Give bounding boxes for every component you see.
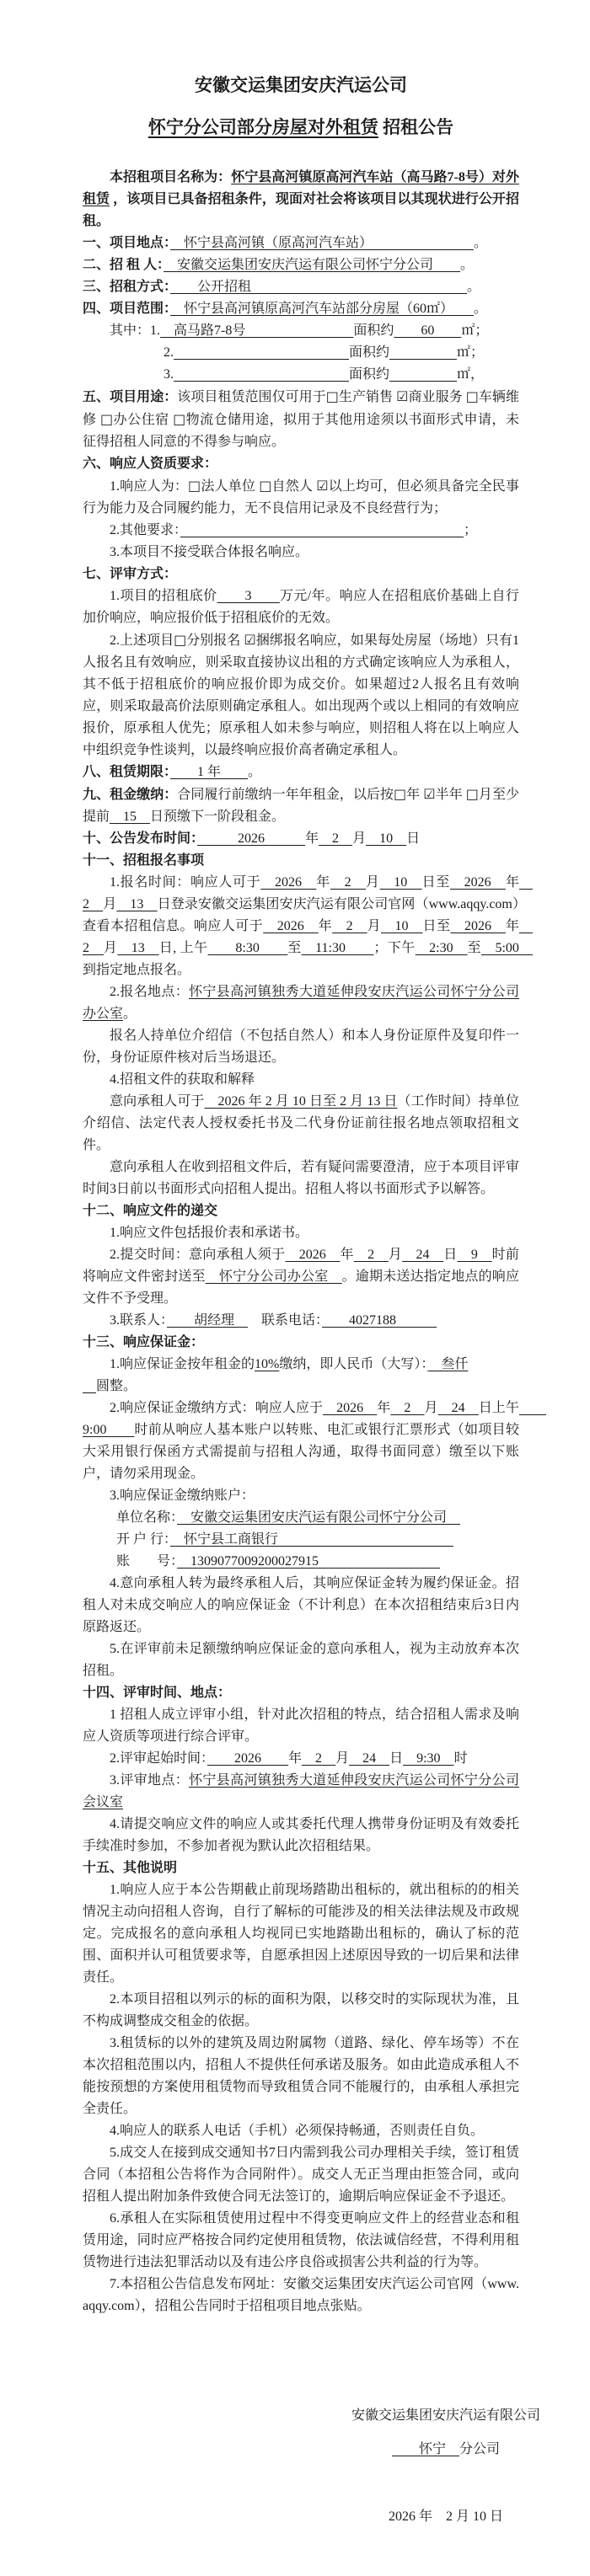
fill-in-blank: 高马路7-8号 — [160, 323, 354, 338]
text-run: 单位名称： — [116, 1510, 178, 1525]
text-run: 分别报名 — [186, 633, 244, 648]
text-run: 月至少提前 — [83, 788, 519, 824]
text-run: 五、项目用途： — [83, 390, 178, 404]
text-run: 意向承租人可于 — [110, 1094, 205, 1109]
text-run: 日至 — [421, 875, 450, 890]
checkbox-checked-icon: ☑ — [423, 786, 436, 802]
text-run: 七、评审方式： — [83, 567, 178, 581]
fill-in-blank: 2026 — [285, 1248, 341, 1262]
text-run: 。 — [460, 258, 475, 272]
fill-in-blank: 8:30 — [207, 941, 288, 955]
text-run: 2.其他要求： — [110, 523, 181, 537]
text-run: 日 — [443, 1248, 458, 1262]
text-run: 2.评审起始时间： — [110, 1751, 208, 1766]
title-underlined-part: 怀宁分公司部分房屋对外租赁 — [148, 117, 378, 137]
fill-in-blank: 13 — [117, 941, 159, 955]
text-run: 日预缴下一阶段租金。 — [150, 810, 286, 824]
fill-in-blank: 公开招租 — [170, 280, 468, 294]
section-3-method — [83, 276, 519, 298]
text-run: 十二、响应文件的递交 — [83, 1204, 218, 1218]
fill-in-blank: 2 — [390, 1401, 425, 1415]
deposit-item-5 — [83, 1638, 519, 1682]
text-run: 日, 上午 — [158, 941, 208, 955]
review-time-item-4 — [83, 1814, 519, 1857]
text-run: 该项目租赁范围仅可用于 — [177, 390, 326, 404]
other-item-7 — [83, 2274, 519, 2317]
text-run: 时前将响应文件密封送至 — [83, 1248, 519, 1284]
fill-in-blank: 3 — [217, 589, 280, 603]
scope-item-1 — [83, 320, 519, 342]
text-run: 2.本项目招租以列示的标的面积为限，以移交时的实际现状为准，且不构成调整成交租金的依据。 — [83, 1992, 519, 2028]
fill-in-blank: 怀宁县高河镇独秀大道延伸段安庆汽运公司怀宁分公司会议室 — [83, 1773, 519, 1809]
fill-in-blank: 2026 — [263, 919, 319, 933]
section-9-rent-payment — [83, 783, 519, 828]
section-11-registration — [83, 850, 519, 872]
text-run: 捆绑报名响应，如果每处房屋（场地）只有1人报名且有效响应，则采取直接协议出租的方式确定该响应人为承租人，其不低于招租底价的响应报价即为成交价。如果超过2人报名且有效响应，则采取最高价法原则确定承租人。如出现两个或以上相同的有效响应报价，原承租人优先；原承租人如未参与响应，则招租人将在以上响应人中组织竞争性谈判，以最终响应报价高者确定承租人。 — [83, 633, 519, 757]
fill-in-blank: 怀宁县工商银行 — [170, 1532, 454, 1547]
text-run: 1.响应人为： — [110, 479, 189, 494]
text-run: 4.响应人的联系人电话（手机）必须保持畅通，否则责任自负。 — [110, 2124, 485, 2138]
text-run: 1.项目的招租底价 — [110, 589, 217, 603]
review-time-item-1 — [83, 1704, 519, 1748]
text-run: 2.上述项目 — [110, 633, 174, 648]
deposit-item-3 — [83, 1485, 519, 1507]
fill-in-blank: 2026 — [260, 875, 317, 890]
other-item-2 — [83, 1989, 519, 2033]
account-number — [83, 1551, 519, 1573]
other-item-5 — [83, 2142, 519, 2208]
text-run: 至 — [467, 941, 481, 955]
registration-note — [83, 1025, 519, 1069]
fill-in-blank: 2 — [83, 919, 533, 955]
text-run: 十三、响应保证金： — [83, 1335, 205, 1349]
deposit-item-4 — [83, 1573, 519, 1638]
text-run: 。 — [474, 236, 488, 250]
section-8-lease-term — [83, 762, 519, 783]
fill-in-blank — [174, 345, 349, 360]
text-run: 商业服务 — [408, 390, 466, 404]
section-7-review-method — [83, 564, 519, 585]
text-run: 以上均可，但必须具备完全民事行为能力及合同履约能力，无不良信用记录及不良经营行为； — [83, 479, 519, 516]
text-run: 至 — [287, 941, 302, 955]
fill-in-blank: 2:30 — [415, 941, 468, 955]
fill-in-blank: 2026 年 2 月 10 日至 2 月 13 日 — [204, 1094, 398, 1109]
text-run: 月 — [367, 919, 382, 933]
fill-in-blank: 10 — [366, 831, 407, 846]
text-run: 合同履行前缴纳一年年租金，以后按 — [177, 788, 394, 802]
text-run: ㎡； — [457, 345, 485, 360]
text-run: 十、公告发布时间： — [83, 831, 198, 846]
text-run: 自然人 — [271, 479, 317, 494]
registration-item-1 — [83, 872, 533, 981]
document-clarification — [83, 1157, 519, 1200]
text-run: 。 — [474, 302, 488, 316]
text-run: 缴纳，即人民币（大写）： — [279, 1357, 428, 1371]
section-5-usage — [83, 386, 519, 453]
checkbox-checked-icon: ☑ — [396, 388, 409, 404]
deposit-item-2 — [83, 1398, 546, 1485]
document-title-line1: 安徽交运集团安庆汽运公司 — [195, 75, 407, 95]
text-run: 7.本招租公告信息发布网址：安徽交运集团安庆汽运公司官网（www.aqqy.com），招租公告同时于招租项目地点张贴。 — [83, 2277, 519, 2313]
text-run: 万元/年。响应人在招租底价基础上自行加价响应，响应报价低于招租底价的无效。 — [83, 589, 519, 625]
fill-in-blank: 11:30 — [301, 941, 374, 955]
text-run: 年 — [505, 919, 519, 933]
fill-in-blank: 2 — [332, 919, 367, 933]
text-run: 本招租项目名称为： — [110, 170, 232, 184]
text-run: 面积约 — [349, 345, 390, 360]
review-item-1 — [83, 585, 519, 629]
checkbox-unchecked-icon: □ — [188, 478, 201, 494]
deposit-item-1-cont — [83, 1376, 519, 1398]
fill-in-blank — [174, 367, 349, 382]
text-run: 年 — [377, 1401, 391, 1415]
checkbox-unchecked-icon: □ — [325, 388, 339, 404]
text-run: 生产销售 — [338, 390, 397, 404]
fill-in-blank: 10 — [379, 875, 422, 890]
fill-in-blank: 2026 — [197, 831, 306, 846]
fill-in-blank: 怀宁分公司办公室 — [205, 1269, 342, 1284]
checkbox-unchecked-icon: □ — [465, 388, 479, 404]
text-run: 面积约 — [353, 323, 394, 338]
signature-branch-rest: 分公司 — [459, 2442, 501, 2456]
text-run: 到指定地点报名。 — [83, 963, 191, 977]
fill-in-blank: 24 — [437, 1401, 479, 1415]
fill-in-blank — [83, 1379, 96, 1393]
text-run: 年 — [505, 875, 519, 890]
checkbox-checked-icon: ☑ — [316, 478, 329, 494]
document-body — [83, 167, 546, 2317]
text-run: 3.租赁标的以外的建筑及周边附属物（道路、绿化、停车场等）不在本次招租范围以内，招租人不提供任何承诺及服务。如由此造成承租人不能按预想的方案使用租赁物而导致租赁合同不能履行的，由承租人承担完全责任。 — [83, 2036, 519, 2116]
text-run: 日 — [406, 831, 421, 846]
text-run: 月 — [103, 941, 118, 955]
text-run: 5.成交人在接到成交通知书7日内需到我公司办理相关手续，签订租赁合同（本招租公告将作为合同附件）。成交人无正当理由拒签合同，或向招租人提出附加条件致使合同无法签订的，逾期后响应保证金不予退还。 — [83, 2146, 519, 2204]
text-run: 月 — [388, 1248, 403, 1262]
document-title-line2 — [83, 115, 519, 140]
text-run: 十四、评审时间、地点： — [83, 1686, 232, 1700]
text-run: 二、招 租 人： — [83, 258, 164, 272]
fill-in-blank: 5:00 — [481, 941, 533, 955]
fill-in-blank: 9:00 — [83, 1401, 546, 1437]
fill-in-blank — [389, 345, 457, 360]
text-run: 时 — [453, 1751, 468, 1766]
text-run: 一、项目地点： — [83, 236, 171, 250]
text-run: 联系电话： — [248, 1313, 323, 1328]
qualification-item-1 — [83, 475, 519, 520]
fill-in-blank: 2026 — [323, 1401, 378, 1415]
text-run: 1.响应保证金按年租金的 — [110, 1357, 255, 1371]
fill-in-blank: 24 — [402, 1248, 444, 1262]
section-10-announce-date — [83, 828, 519, 850]
section-1-location — [83, 232, 519, 254]
text-run: 4.招租文件的获取和解释 — [110, 1072, 255, 1087]
fill-in-blank — [389, 367, 457, 382]
intro-paragraph — [83, 167, 519, 232]
text-run: 年 — [318, 919, 333, 933]
checkbox-unchecked-icon: □ — [259, 478, 272, 494]
section-12-submission — [83, 1200, 519, 1222]
fill-in-blank: 60 — [394, 323, 462, 338]
checkbox-unchecked-icon: □ — [465, 786, 479, 802]
registration-item-2 — [83, 981, 519, 1025]
text-run: 2.报名地点： — [110, 985, 190, 999]
checkbox-unchecked-icon: □ — [99, 411, 114, 427]
text-run: 。 — [467, 280, 481, 294]
fill-in-blank: 24 — [349, 1751, 390, 1766]
account-name — [83, 1507, 519, 1529]
text-run: 1.响应文件包括报价表和承诺书。 — [110, 1226, 309, 1240]
fill-in-blank: 叁仟 — [427, 1357, 469, 1371]
text-run: 日上午 — [478, 1401, 519, 1415]
text-run: 日至 — [422, 919, 451, 933]
submission-item-3-contact — [83, 1310, 519, 1332]
text-run: 八、租赁期限： — [83, 765, 171, 779]
text-run: 1 招租人成立评审小组，针对此次招租的特点，结合招租人需求及响应人资质等项进行综合评审。 — [83, 1708, 519, 1744]
text-run: 3. — [164, 367, 174, 382]
fill-in-blank — [180, 523, 464, 537]
text-run: 。 — [123, 1007, 137, 1021]
section-15-other — [83, 1857, 519, 1879]
qualification-item-3 — [83, 542, 519, 564]
scope-item-3 — [83, 364, 519, 386]
signature-company: 安徽交运集团安庆汽运有限公司 — [351, 2408, 540, 2423]
other-item-4 — [83, 2120, 519, 2142]
other-item-6 — [83, 2208, 519, 2274]
text-run: 年 — [288, 1751, 303, 1766]
text-run: 3.评审地点： — [110, 1773, 190, 1788]
text-run: 1.响应人应于本公告期截止前现场踏勘出租标的，就出租标的的相关情况主动向招租人咨询，自行了解标的可能涉及的相关法律法规及市政规定。完成报名的意向承租人均视同已实地踏勘出租标的，确认了标的范围、面积并认可租赁要求等，自愿承担因上述原因导致的一切后果和法律责任。 — [83, 1883, 519, 1985]
fill-in-blank: 胡经理 — [167, 1313, 249, 1328]
fill-in-blank: 15 — [110, 810, 151, 824]
text-run: 2.响应保证金缴纳方式：响应人应于 — [110, 1401, 324, 1415]
fill-in-blank: 9 — [457, 1248, 492, 1262]
text-run: 3.本项目不接受联合体报名响应。 — [110, 545, 309, 559]
fill-in-blank: 2026 — [207, 1751, 289, 1766]
fill-in-blank: 怀宁县高河镇原高河汽车站（高马路7-8号）对外租赁 — [83, 170, 519, 206]
fill-in-blank: 2026 — [450, 919, 506, 933]
text-run: 车辆维修 — [83, 390, 519, 427]
text-run: （工作时间）持单位介绍信、法定代表人授权委托书及二代身份证前往报名地点领取招租文件。 — [83, 1094, 519, 1152]
fill-in-blank: 2026 — [449, 875, 506, 890]
signature-date: 2026 年 2 月 10 日 — [388, 2509, 503, 2524]
submission-item-2 — [83, 1244, 519, 1310]
text-run: 3.响应保证金缴纳账户： — [110, 1488, 255, 1503]
checkbox-unchecked-icon: □ — [173, 411, 186, 427]
text-run: 九、租金缴纳： — [83, 788, 178, 802]
text-run: ㎡， — [457, 367, 485, 382]
text-run: 月 — [365, 875, 380, 890]
signature-branch — [332, 2439, 560, 2461]
text-run: 六、响应人资质要求： — [83, 457, 218, 471]
deposit-item-1 — [83, 1354, 519, 1376]
account-bank — [83, 1529, 519, 1551]
signature-branch-underline: 怀宁 — [391, 2442, 459, 2456]
text-run: 圆整。 — [96, 1379, 137, 1393]
text-run: 其中：1. — [110, 323, 161, 338]
text-run: 面积约 — [349, 367, 390, 382]
fill-in-blank: 2 — [319, 831, 353, 846]
fill-in-blank: 4027188 — [322, 1313, 437, 1328]
fill-in-blank: 怀宁县高河镇独秀大道延伸段安庆汽运公司怀宁分公司办公室 — [83, 985, 519, 1021]
text-run: 日 — [389, 1751, 404, 1766]
document-pickup — [83, 1091, 519, 1157]
text-run: ，该项目已具备招租条件，现面对社会将该项目以其现状进行公开招租。 — [83, 192, 519, 228]
text-run: 月 — [335, 1751, 350, 1766]
text-run: 时前从响应人基本账户以转账、电汇或银行汇票形式（如项目较大采用银行保函方式需提前与招租人沟通，取得书面同意）缴至以下账户，请勿采用现金。 — [83, 1423, 519, 1481]
other-item-3 — [83, 2033, 519, 2120]
submission-item-1 — [83, 1222, 519, 1244]
text-run: 年 — [406, 788, 424, 802]
text-run: 办公住宿 — [113, 413, 174, 427]
text-run: 物流仓储用途，拟用于其他用途须以书面形式申请，未征得招租人同意的不得参与响应。 — [83, 413, 519, 449]
text-run: 6.承租人在实际租赁使用过程中不得变更响应文件上的经营业态和租赁用途，同时应严格按合同约定使用租赁物，依法诚信经营，不得利用租赁物进行违法犯罪活动以及有违公序良俗或损害公共利益的行为等。 — [83, 2211, 519, 2269]
fill-in-blank: 2 — [302, 1751, 336, 1766]
other-item-1 — [83, 1879, 519, 1989]
text-run: 年 — [316, 875, 330, 890]
text-run: 年 — [305, 831, 319, 846]
fill-in-blank: 安徽交运集团安庆汽运有限公司怀宁分公司 — [164, 258, 461, 272]
text-run: ㎡； — [461, 323, 489, 338]
text-run: 年 — [340, 1248, 354, 1262]
section-6-qualifications — [83, 453, 519, 475]
text-run: 十一、招租报名事项 — [83, 853, 205, 868]
text-run: 开 户 行： — [116, 1532, 171, 1547]
fill-in-blank: 10% — [255, 1357, 280, 1371]
review-time-item-3 — [83, 1770, 519, 1814]
text-run: 账 号： — [116, 1554, 178, 1569]
fill-in-blank: 2 — [83, 875, 533, 911]
fill-in-blank: 13 — [116, 897, 158, 911]
signature-block — [332, 2405, 560, 2528]
fill-in-blank: 1 年 — [170, 765, 249, 779]
section-4-scope — [83, 298, 519, 320]
text-run: 3.联系人： — [110, 1313, 168, 1328]
section-14-review-time — [83, 1682, 519, 1704]
text-run: 4.请提交响应文件的响应人或其委托代理人携带身份证明及有效委托手续准时参加，不参加者视为默认此次招租结果。 — [83, 1817, 519, 1853]
qualification-item-2 — [83, 520, 519, 542]
checkbox-unchecked-icon: □ — [393, 786, 407, 802]
review-time-item-2 — [83, 1748, 519, 1770]
section-2-lessor — [83, 254, 519, 276]
text-run: 三、招租方式： — [83, 280, 171, 294]
text-run: 月 — [352, 831, 367, 846]
text-run: 法人单位 — [201, 479, 260, 494]
checkbox-unchecked-icon: □ — [174, 632, 187, 648]
fill-in-blank: 怀宁县高河镇（原高河汽车站） — [170, 236, 475, 250]
registration-item-4 — [83, 1069, 519, 1091]
text-run: 5.在评审前未足额缴纳响应保证金的意向承租人，视为主动放弃本次招租。 — [83, 1642, 519, 1678]
text-run: 十五、其他说明 — [83, 1861, 178, 1875]
text-run: 4.意向承租人转为最终承租人后，其响应保证金转为履约保证金。招租人对未成交响应人的响应保证金（不计利息）在本次招租结束后3日内原路返还。 — [83, 1576, 519, 1634]
text-run: 意向承租人在收到招租文件后，若有疑问需要澄清，应于本项目评审时间3日前以书面形式向招租人提出。招租人将以书面形式予以解答。 — [83, 1160, 519, 1196]
text-run: 四、项目范围： — [83, 302, 171, 316]
text-run: 2. — [164, 345, 174, 360]
text-run: 2.提交时间：意向承租人须于 — [110, 1248, 286, 1262]
checkbox-checked-icon: ☑ — [244, 632, 256, 648]
text-run: 。 — [248, 765, 262, 779]
text-run: 。逾期未送达指定地点的响应文件不予受理。 — [83, 1269, 519, 1306]
fill-in-blank: 怀宁县高河镇原高河汽车站部分房屋（60㎡） — [170, 302, 475, 316]
fill-in-blank: 10 — [381, 919, 423, 933]
text-run: 1.报名时间：响应人可于 — [110, 875, 261, 890]
title-rest-part: 招租公告 — [378, 117, 454, 137]
section-13-deposit — [83, 1332, 519, 1354]
fill-in-blank: 1309077009200027915 — [177, 1554, 441, 1569]
fill-in-blank: 9:30 — [403, 1751, 454, 1766]
fill-in-blank: 2 — [353, 1248, 389, 1262]
text-run: 月 — [424, 1401, 438, 1415]
text-run: 报名人持单位介绍信（不包括自然人）和本人身份证原件及复印件一份，身份证原件核对后当场退还。 — [83, 1029, 519, 1065]
scope-item-2 — [83, 342, 519, 364]
text-run: 月 — [103, 897, 117, 911]
fill-in-blank: 2 — [330, 875, 366, 890]
text-run: ； — [464, 523, 478, 537]
text-run: 日登录安徽交运集团安庆汽运有限公司官网（www.aqqy.com）查看本招租信息。响应人可于 — [83, 897, 519, 933]
fill-in-blank: 安徽交运集团安庆汽运有限公司怀宁分公司 — [177, 1510, 461, 1525]
text-run: ；下午 — [373, 941, 416, 955]
text-run: 半年 — [435, 788, 466, 802]
review-item-2 — [83, 629, 519, 762]
